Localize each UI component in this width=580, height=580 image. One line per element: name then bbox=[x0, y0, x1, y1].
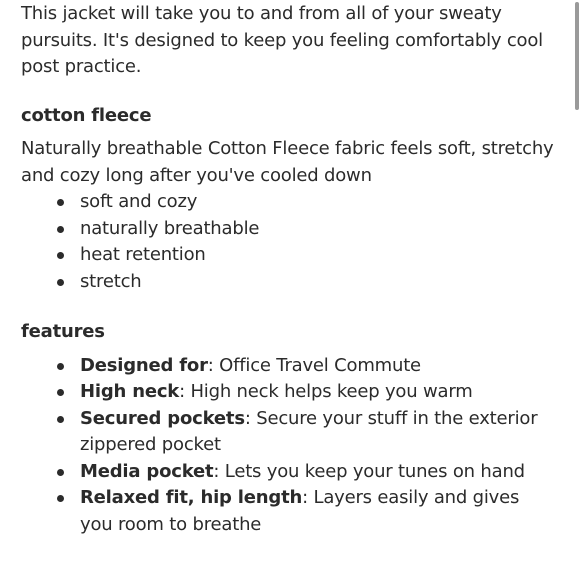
scrollbar-thumb[interactable] bbox=[575, 2, 579, 110]
feature-text: : Secure your stuff in the exterior zippered pocket bbox=[80, 407, 538, 455]
feature-term: Secured pockets bbox=[80, 407, 245, 429]
list-item: heat retention bbox=[80, 242, 557, 269]
list-item: soft and cozy bbox=[80, 189, 557, 216]
intro-paragraph: This jacket will take you to and from all of your sweaty pursuits. It's designed to keep you feeling comfortably cool post practice. bbox=[21, 3, 543, 77]
cotton-fleece-list bbox=[21, 189, 557, 295]
product-description bbox=[21, 0, 557, 538]
features-heading: features bbox=[21, 321, 105, 342]
feature-text: : High neck helps keep you warm bbox=[179, 381, 473, 402]
feature-text: : Lets you keep your tunes on hand bbox=[213, 460, 525, 482]
features-list bbox=[21, 353, 557, 539]
list-item bbox=[80, 379, 557, 406]
feature-term: High neck bbox=[80, 381, 180, 402]
feature-text: : Office Travel Commute bbox=[207, 354, 421, 376]
list-item: naturally breathable bbox=[80, 216, 557, 243]
feature-term: Relaxed fit, hip length bbox=[80, 487, 303, 508]
list-item bbox=[80, 485, 557, 538]
list-item bbox=[80, 406, 557, 459]
feature-term: Designed for bbox=[80, 354, 208, 376]
list-item bbox=[80, 353, 557, 380]
cotton-fleece-heading: cotton fleece bbox=[21, 104, 152, 126]
feature-text: : Layers easily and gives you room to breathe bbox=[80, 487, 520, 535]
feature-term: Media pocket bbox=[80, 460, 214, 482]
list-item bbox=[80, 459, 557, 486]
cotton-fleece-description: Naturally breathable Cotton Fleece fabric feels soft, stretchy and cozy long after you've cooled down bbox=[21, 138, 554, 186]
list-item: stretch bbox=[80, 269, 557, 296]
